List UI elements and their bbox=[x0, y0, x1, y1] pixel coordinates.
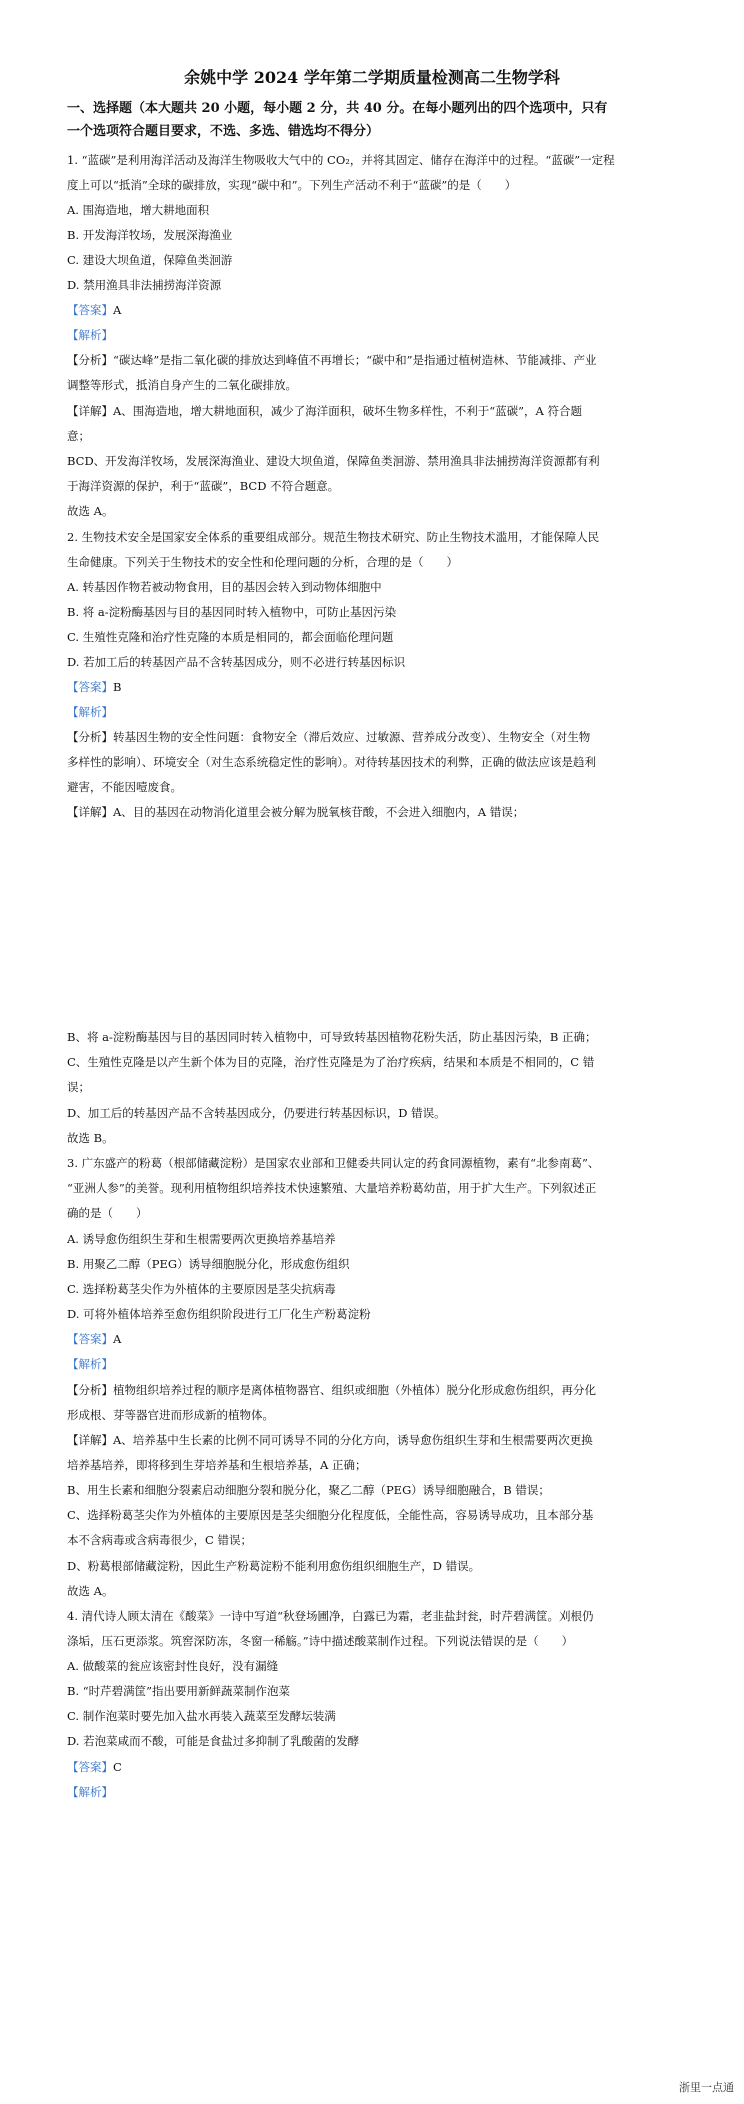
section-heading-cont: 一个选项符合题目要求，不选、多选、错选均不得分） bbox=[67, 124, 380, 139]
answer-tag: 【答案】 bbox=[67, 303, 113, 317]
q3-analysis-line: 培养基培养，即将移到生芽培养基和生根培养基，A 正确； bbox=[67, 1458, 367, 1472]
q2-analysis-line: 避害，不能因噎废食。 bbox=[67, 780, 182, 794]
q1-stem: 1. “蓝碳”是利用海洋活动及海洋生物吸收大气中的 CO₂，并将其固定、储存在海洋中的过程。“蓝碳”一定程 bbox=[67, 153, 615, 167]
q1-analysis-line: 调整等形式，抵消自身产生的二氧化碳排放。 bbox=[67, 378, 297, 392]
q1-answer bbox=[67, 300, 682, 320]
q3-analysis-line: 本不含病毒或含病毒很少，C 错误； bbox=[67, 1533, 252, 1547]
answer-tag: 【答案】 bbox=[67, 1760, 113, 1774]
q2-analysis-line: 多样性的影响）、环境安全（对生态系统稳定性的影响）。对待转基因技术的利弊，正确的做法应该是趋利 bbox=[67, 755, 596, 769]
q2-analysis-line: 误； bbox=[67, 1080, 90, 1094]
q3-option-d: D. 可将外植体培养至愈伤组织阶段进行工厂化生产粉葛淀粉 bbox=[67, 1307, 371, 1321]
q1-conclusion: 故选 A。 bbox=[67, 504, 114, 518]
q2-option-c: C. 生殖性克隆和治疗性克隆的本质是相同的，都会面临伦理问题 bbox=[67, 630, 394, 644]
q1-analysis-line: 【分析】“碳达峰”是指二氧化碳的排放达到峰值不再增长；“碳中和”是指通过植树造林、节能减排、产业 bbox=[67, 353, 597, 367]
q2-option-a: A. 转基因作物若被动物食用，目的基因会转入到动物体细胞中 bbox=[67, 580, 382, 594]
q4-option-a: A. 做酸菜的瓮应该密封性良好，没有漏缝 bbox=[67, 1659, 279, 1673]
q4-answer bbox=[67, 1757, 682, 1777]
q1-option-d: D. 禁用渔具非法捕捞海洋资源 bbox=[67, 278, 222, 292]
q4-stem-cont: 涤垢，压石更添浆。筑窖深防冻，冬窗一稀觞。”诗中描述酸菜制作过程。下列说法错误的是（ ） bbox=[67, 1634, 574, 1648]
q2-conclusion: 故选 B。 bbox=[67, 1131, 114, 1145]
answer-tag: 【答案】 bbox=[67, 680, 113, 694]
q3-analysis-line: B、用生长素和细胞分裂素启动细胞分裂和脱分化，聚乙二醇（PEG）诱导细胞融合，B 错误； bbox=[67, 1483, 550, 1497]
answer-value: B bbox=[113, 680, 122, 694]
q1-stem-cont: 度上可以“抵消”全球的碳排放，实现“碳中和”。下列生产活动不利于“蓝碳”的是（ ） bbox=[67, 178, 517, 192]
q3-option-a: A. 诱导愈伤组织生芽和生根需要两次更换培养基培养 bbox=[67, 1232, 336, 1246]
q2-analysis-line: D、加工后的转基因产品不含转基因成分，仍要进行转基因标识，D 错误。 bbox=[67, 1106, 446, 1120]
answer-value: C bbox=[113, 1760, 122, 1774]
answer-value: A bbox=[113, 303, 122, 317]
q2-option-b: B. 将 a-淀粉酶基因与目的基因同时转入植物中，可防止基因污染 bbox=[67, 605, 397, 619]
q3-analysis-tag: 【解析】 bbox=[67, 1357, 113, 1371]
q1-analysis-line: 于海洋资源的保护，利于“蓝碳”，BCD 不符合题意。 bbox=[67, 479, 340, 493]
answer-tag: 【答案】 bbox=[67, 1332, 113, 1346]
q1-option-c: C. 建设大坝鱼道，保障鱼类洄游 bbox=[67, 253, 233, 267]
q3-analysis-line: C、选择粉葛茎尖作为外植体的主要原因是茎尖细胞分化程度低，全能性高，容易诱导成功，且本部分基 bbox=[67, 1508, 594, 1522]
q2-analysis-line: 【分析】转基因生物的安全性问题：食物安全（滞后效应、过敏源、营养成分改变）、生物安全（对生物 bbox=[67, 730, 591, 744]
q1-option-b: B. 开发海洋牧场，发展深海渔业 bbox=[67, 228, 233, 242]
q3-analysis-line: 形成根、芽等器官进而形成新的植物体。 bbox=[67, 1408, 274, 1422]
q2-analysis-line: 【详解】A、目的基因在动物消化道里会被分解为脱氧核苷酸，不会进入细胞内，A 错误； bbox=[67, 805, 525, 819]
q4-stem: 4. 清代诗人顾太清在《酸菜》一诗中写道“秋登场圃净，白露已为霜，老韭盐封瓮，时芹碧满筐。刈根仍 bbox=[67, 1609, 594, 1623]
q3-analysis-line: D、粉葛根部储藏淀粉，因此生产粉葛淀粉不能利用愈伤组织细胞生产，D 错误。 bbox=[67, 1559, 481, 1573]
page-title: 余姚中学 2024 学年第二学期质量检测高二生物学科 bbox=[184, 68, 560, 87]
q2-answer bbox=[67, 677, 682, 697]
q1-option-a: A. 围海造地，增大耕地面积 bbox=[67, 203, 210, 217]
footer-watermark: 浙里一点通 bbox=[679, 2081, 734, 2094]
q3-conclusion: 故选 A。 bbox=[67, 1584, 114, 1598]
q4-analysis-tag: 【解析】 bbox=[67, 1785, 113, 1799]
q1-analysis-line: BCD、开发海洋牧场，发展深海渔业、建设大坝鱼道，保障鱼类洄游、禁用渔具非法捕捞海洋资源都有利 bbox=[67, 454, 600, 468]
q3-stem: 3. 广东盛产的粉葛（根部储藏淀粉）是国家农业部和卫健委共同认定的药食同源植物，素有“北参南葛”、 bbox=[67, 1156, 600, 1170]
answer-value: A bbox=[113, 1332, 122, 1346]
q2-stem: 2. 生物技术安全是国家安全体系的重要组成部分。规范生物技术研究、防止生物技术滥用，才能保障人民 bbox=[67, 530, 600, 544]
q1-analysis-tag: 【解析】 bbox=[67, 328, 113, 342]
q3-option-b: B. 用聚乙二醇（PEG）诱导细胞脱分化，形成愈伤组织 bbox=[67, 1257, 350, 1271]
q4-option-b: B. “时芹碧满筐”指出要用新鲜蔬菜制作泡菜 bbox=[67, 1684, 291, 1698]
q2-stem-cont: 生命健康。下列关于生物技术的安全性和伦理问题的分析，合理的是（ ） bbox=[67, 555, 458, 569]
q1-analysis-line: 意； bbox=[67, 429, 90, 443]
q4-option-c: C. 制作泡菜时要先加入盐水再装入蔬菜至发酵坛装满 bbox=[67, 1709, 336, 1723]
q3-answer bbox=[67, 1329, 682, 1349]
q3-analysis-line: 【分析】植物组织培养过程的顺序是离体植物器官、组织或细胞（外植体）脱分化形成愈伤组织，再分化 bbox=[67, 1383, 596, 1397]
q2-analysis-tag: 【解析】 bbox=[67, 705, 113, 719]
q2-analysis-line: C、生殖性克隆是以产生新个体为目的克隆，治疗性克隆是为了治疗疾病，结果和本质是不相同的，C 错 bbox=[67, 1055, 595, 1069]
q3-analysis-line: 【详解】A、培养基中生长素的比例不同可诱导不同的分化方向，诱导愈伤组织生芽和生根需要两次更换 bbox=[67, 1433, 593, 1447]
section-heading: 一、选择题（本大题共 20 小题，每小题 2 分，共 40 分。在每小题列出的四个选项中，只有 bbox=[67, 101, 608, 116]
q2-analysis-line: B、将 a-淀粉酶基因与目的基因同时转入植物中，可导致转基因植物花粉失活，防止基因污染，B 正确； bbox=[67, 1030, 597, 1044]
q4-option-d: D. 若泡菜咸而不酸，可能是食盐过多抑制了乳酸菌的发酵 bbox=[67, 1734, 360, 1748]
q3-stem-cont: “亚洲人参”的美誉。现利用植物组织培养技术快速繁殖、大量培养粉葛幼苗，用于扩大生产。下列叙述正 bbox=[67, 1181, 597, 1195]
q2-option-d: D. 若加工后的转基因产品不含转基因成分，则不必进行转基因标识 bbox=[67, 655, 406, 669]
q3-option-c: C. 选择粉葛茎尖作为外植体的主要原因是茎尖抗病毒 bbox=[67, 1282, 336, 1296]
q1-analysis-line: 【详解】A、围海造地，增大耕地面积，减少了海洋面积，破坏生物多样性，不利于“蓝碳”，A 符合题 bbox=[67, 404, 583, 418]
q3-stem-cont: 确的是（ ） bbox=[67, 1206, 148, 1220]
